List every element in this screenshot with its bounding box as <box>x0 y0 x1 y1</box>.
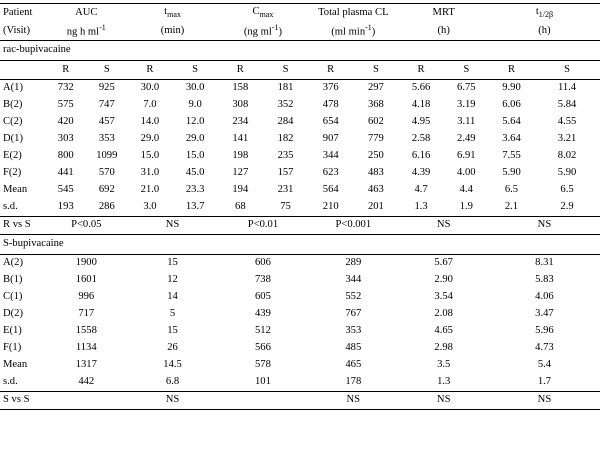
table-cell: 14 <box>167 291 178 303</box>
table-cell: 6.06 <box>502 99 521 111</box>
table-cell: 14.5 <box>163 359 182 371</box>
rs-subheader-label: R <box>236 63 244 75</box>
table-cell: 353 <box>345 325 362 337</box>
comparison-cmax <box>218 392 308 410</box>
table-row <box>0 148 600 165</box>
table-cell: 210 <box>322 201 339 213</box>
table-cell: 732 <box>57 82 74 94</box>
comparison-thalf: NS <box>537 219 552 231</box>
header-thalf-t: t <box>535 6 539 18</box>
table-cell: 30.0 <box>140 82 160 94</box>
table-cell: 158 <box>232 82 249 94</box>
table-cell: 250 <box>367 150 384 162</box>
table-cell: 1.7 <box>537 376 552 388</box>
comparison-auc: P<0.05 <box>71 219 102 231</box>
header-tmax-t: t <box>164 6 168 18</box>
row-label: E(2) <box>3 150 22 162</box>
table-cell: 6.91 <box>457 150 476 162</box>
table-cell: 925 <box>98 82 115 94</box>
table-cell: 4.4 <box>459 184 473 196</box>
header-mrt-unit: (h) <box>437 24 450 36</box>
header-mrt: MRT <box>432 6 455 18</box>
table-cell: 15.0 <box>185 150 205 162</box>
header-thalf-sub: 1/2β <box>538 10 554 20</box>
table-cell: 654 <box>322 116 339 128</box>
row-label: B(2) <box>3 99 23 111</box>
table-cell: 75 <box>280 201 291 213</box>
table-cell: 3.11 <box>457 116 476 128</box>
table-cell: 747 <box>98 99 115 111</box>
comparison-row-r-vs-s <box>0 217 600 235</box>
comparison-cl: NS <box>346 394 361 406</box>
table-cell: 606 <box>254 257 271 269</box>
table-cell: 127 <box>232 167 249 179</box>
table-cell: 3.21 <box>557 133 577 145</box>
header-cmax-sub: max <box>259 10 274 20</box>
table-cell: 15.0 <box>140 150 160 162</box>
table-cell: 7.0 <box>143 99 157 111</box>
row-label: D(1) <box>3 133 24 145</box>
table-cell: 545 <box>57 184 74 196</box>
table-cell: 5 <box>169 308 176 320</box>
table-cell: 9.90 <box>502 82 521 94</box>
table-cell: 4.95 <box>411 116 431 128</box>
header-thalf-unit: (h) <box>538 24 551 36</box>
table-row <box>0 80 600 98</box>
table-cell: 1.3 <box>437 376 451 388</box>
table-cell: 2.98 <box>434 342 453 354</box>
row-label: F(2) <box>3 167 22 179</box>
table-cell: 231 <box>277 184 294 196</box>
header-cl-unit <box>308 22 398 41</box>
rs-subheader-blank <box>0 61 45 80</box>
table-cell: 6.5 <box>560 184 574 196</box>
table-cell: 181 <box>277 82 294 94</box>
table-cell: 578 <box>254 359 271 371</box>
table-cell: 9.0 <box>188 99 202 111</box>
table-cell: 8.31 <box>535 257 554 269</box>
table-cell: 194 <box>232 184 249 196</box>
table-cell: 463 <box>367 184 384 196</box>
header-tmax <box>127 4 217 23</box>
rs-subheader-label: R <box>327 63 335 75</box>
header-cl: Total plasma CL <box>318 6 389 18</box>
cl-unit-close: ) <box>371 26 376 38</box>
table-cell: 308 <box>232 99 249 111</box>
row-label: C(1) <box>3 291 23 303</box>
table-cell: 30.0 <box>185 82 205 94</box>
table-cell: 6.16 <box>411 150 431 162</box>
table-cell: 6.8 <box>165 376 180 388</box>
table-cell: 344 <box>345 274 362 286</box>
table-cell: 198 <box>232 150 249 162</box>
comparison-tmax: NS <box>165 219 180 231</box>
row-label: E(1) <box>3 325 22 337</box>
rs-subheader-label: S <box>372 63 379 75</box>
header-tmax-sub: max <box>167 10 181 20</box>
table-cell: 5.90 <box>502 167 521 179</box>
table-cell: 2.1 <box>504 201 519 213</box>
table-cell: 284 <box>277 116 294 128</box>
row-label: s.d. <box>3 376 18 388</box>
table-cell: 141 <box>232 133 249 145</box>
table-cell: 692 <box>98 184 115 196</box>
table-cell: 12.0 <box>185 116 205 128</box>
header-thalf <box>489 4 600 23</box>
header-cmax-c: C <box>252 6 260 18</box>
table-cell: 376 <box>322 82 339 94</box>
table-row <box>0 182 600 199</box>
table-cell: 6.5 <box>504 184 519 196</box>
table-cell: 1099 <box>96 150 118 162</box>
rs-subheader-label: S <box>564 63 570 75</box>
row-label: Mean <box>3 184 28 196</box>
table-cell: 441 <box>57 167 74 179</box>
table-cell: 5.66 <box>411 82 431 94</box>
table-cell: 1558 <box>75 325 97 337</box>
row-label: C(2) <box>3 116 23 128</box>
table-cell: 3.0 <box>143 201 157 213</box>
rs-subheader-label: R <box>62 63 70 75</box>
table-row <box>0 374 600 392</box>
table-cell: 5.90 <box>557 167 577 179</box>
table-cell: 5.83 <box>535 274 554 286</box>
comparison-thalf: NS <box>537 394 552 406</box>
table-cell: 21.0 <box>140 184 160 196</box>
section-s-title <box>0 235 600 255</box>
cmax-unit-text: (ng ml <box>243 26 272 38</box>
table-cell: 602 <box>367 116 384 128</box>
table-cell: 465 <box>345 359 362 371</box>
header-patient: Patient <box>3 6 33 18</box>
comparison-auc <box>45 392 127 410</box>
table-cell: 1134 <box>75 342 97 354</box>
table-cell: 2.58 <box>411 133 431 145</box>
comparison-mrt: NS <box>436 219 451 231</box>
rs-subheader-label: S <box>463 63 470 75</box>
header-auc: AUC <box>75 6 98 18</box>
header-auc-unit <box>45 22 127 41</box>
table-cell: 3.54 <box>434 291 453 303</box>
row-label: F(1) <box>3 342 22 354</box>
table-cell: 4.65 <box>434 325 453 337</box>
table-cell: 353 <box>98 133 115 145</box>
table-cell: 15 <box>167 325 178 337</box>
table-cell: 26 <box>167 342 178 354</box>
table-cell: 566 <box>254 342 271 354</box>
rs-subheader-row <box>0 61 600 80</box>
table-cell: 344 <box>322 150 339 162</box>
table-cell: 457 <box>98 116 115 128</box>
table-cell: 5.67 <box>434 257 453 269</box>
table-cell: 5.4 <box>537 359 552 371</box>
table-cell: 235 <box>277 150 294 162</box>
header-cmax <box>218 4 308 23</box>
table-cell: 439 <box>254 308 271 320</box>
table-cell: 31.0 <box>140 167 160 179</box>
table-cell: 68 <box>235 201 246 213</box>
table-cell: 564 <box>322 184 339 196</box>
table-row <box>0 323 600 340</box>
table-cell: 1601 <box>75 274 97 286</box>
header-cmax-unit <box>218 22 308 41</box>
table-cell: 14.0 <box>140 116 160 128</box>
rs-subheader-label: S <box>192 63 199 75</box>
comparison-cl: P<0.001 <box>335 219 372 231</box>
comparison-label: S vs S <box>3 394 30 406</box>
table-cell: 1.9 <box>459 201 473 213</box>
cmax-unit-close: ) <box>278 26 283 38</box>
header-tmax-unit: (min) <box>160 24 185 36</box>
table-row <box>0 289 600 306</box>
table-cell: 4.06 <box>535 291 554 303</box>
table-cell: 45.0 <box>185 167 205 179</box>
table-cell: 2.9 <box>560 201 574 213</box>
table-cell: 512 <box>254 325 271 337</box>
table-cell: 4.7 <box>414 184 428 196</box>
table-cell: 101 <box>254 376 271 388</box>
table-cell: 907 <box>322 133 339 145</box>
table-cell: 29.0 <box>140 133 160 145</box>
cmax-unit-sup: -1 <box>271 23 279 33</box>
table-cell: 352 <box>277 99 294 111</box>
row-label: B(1) <box>3 274 23 286</box>
table-cell: 12 <box>167 274 178 286</box>
row-label: D(2) <box>3 308 24 320</box>
table-cell: 29.0 <box>185 133 205 145</box>
table-cell: 3.5 <box>437 359 451 371</box>
table-cell: 3.19 <box>457 99 476 111</box>
comparison-label: R vs S <box>3 219 31 231</box>
section-title-rac: rac-bupivacaine <box>3 44 71 56</box>
header-row-2 <box>0 22 600 41</box>
table-cell: 1.3 <box>414 201 428 213</box>
row-label: s.d. <box>3 201 18 213</box>
table-cell: 23.3 <box>185 184 205 196</box>
table-cell: 4.39 <box>411 167 431 179</box>
table-cell: 8.02 <box>557 150 577 162</box>
table-cell: 303 <box>57 133 74 145</box>
table-cell: 7.55 <box>502 150 521 162</box>
table-cell: 4.18 <box>411 99 431 111</box>
table-cell: 193 <box>57 201 74 213</box>
table-row <box>0 306 600 323</box>
table-cell: 234 <box>232 116 249 128</box>
table-cell: 623 <box>322 167 339 179</box>
table-cell: 800 <box>57 150 74 162</box>
table-cell: 15 <box>167 257 178 269</box>
table-cell: 3.64 <box>502 133 521 145</box>
rs-subheader-label: R <box>146 63 154 75</box>
table-cell: 157 <box>277 167 294 179</box>
table-cell: 5.96 <box>535 325 554 337</box>
table-cell: 201 <box>367 201 384 213</box>
comparison-mrt: NS <box>436 394 451 406</box>
table-cell: 570 <box>98 167 115 179</box>
table-cell: 420 <box>57 116 74 128</box>
table-cell: 178 <box>345 376 362 388</box>
row-label: A(2) <box>3 257 24 269</box>
table-cell: 767 <box>345 308 362 320</box>
comparison-row-s-vs-s <box>0 392 600 410</box>
table-cell: 483 <box>367 167 384 179</box>
table-row <box>0 255 600 273</box>
table-cell: 11.4 <box>557 82 577 94</box>
table-cell: 485 <box>345 342 362 354</box>
rs-subheader-label: R <box>507 63 516 75</box>
table-cell: 13.7 <box>185 201 205 213</box>
table-cell: 442 <box>78 376 95 388</box>
table-cell: 6.75 <box>457 82 476 94</box>
table-cell: 2.08 <box>434 308 453 320</box>
auc-unit-sup: -1 <box>99 23 106 33</box>
table-cell: 779 <box>367 133 384 145</box>
table-cell: 5.64 <box>502 116 521 128</box>
section-title-s: S-bupivacaine <box>3 238 64 250</box>
table-cell: 289 <box>345 257 362 269</box>
table-cell: 297 <box>367 82 384 94</box>
pharmacokinetics-table <box>0 3 600 410</box>
table-cell: 368 <box>367 99 384 111</box>
table-cell: 2.49 <box>457 133 476 145</box>
rs-subheader-label: R <box>417 63 425 75</box>
s-bupivacaine-section <box>0 255 600 410</box>
table-cell: 286 <box>98 201 115 213</box>
table-cell: 4.73 <box>535 342 554 354</box>
cl-unit-sup: -1 <box>365 23 372 33</box>
table-cell: 552 <box>345 291 362 303</box>
table-row <box>0 340 600 357</box>
table-cell: 1317 <box>75 359 97 371</box>
table-row <box>0 357 600 374</box>
table-cell: 1900 <box>75 257 97 269</box>
table-row <box>0 272 600 289</box>
table-cell: 478 <box>322 99 339 111</box>
table-row <box>0 97 600 114</box>
table-cell: 4.55 <box>557 116 577 128</box>
table-row <box>0 131 600 148</box>
table-cell: 5.84 <box>557 99 577 111</box>
table-row <box>0 114 600 131</box>
comparison-cmax: P<0.01 <box>247 219 279 231</box>
table-cell: 3.47 <box>535 308 554 320</box>
table-row <box>0 165 600 182</box>
header-row-1 <box>0 4 600 23</box>
row-label: A(1) <box>3 82 24 94</box>
comparison-tmax: NS <box>165 394 180 406</box>
table-cell: 182 <box>277 133 294 145</box>
table-cell: 605 <box>254 291 271 303</box>
table-cell: 2.90 <box>434 274 453 286</box>
table-cell: 738 <box>254 274 271 286</box>
rac-section <box>0 61 600 255</box>
table-cell: 4.00 <box>457 167 476 179</box>
table-cell: 996 <box>78 291 95 303</box>
section-rac-title <box>0 41 600 61</box>
table-cell: 717 <box>78 308 95 320</box>
rs-subheader-label: S <box>103 63 110 75</box>
header-visit: (Visit) <box>3 24 31 36</box>
table-row <box>0 199 600 217</box>
rs-subheader-label: S <box>282 63 289 75</box>
row-label: Mean <box>3 359 28 371</box>
cl-unit-text: (ml min <box>331 26 366 38</box>
auc-unit-text: ng h ml <box>66 26 100 38</box>
table-cell: 575 <box>57 99 74 111</box>
